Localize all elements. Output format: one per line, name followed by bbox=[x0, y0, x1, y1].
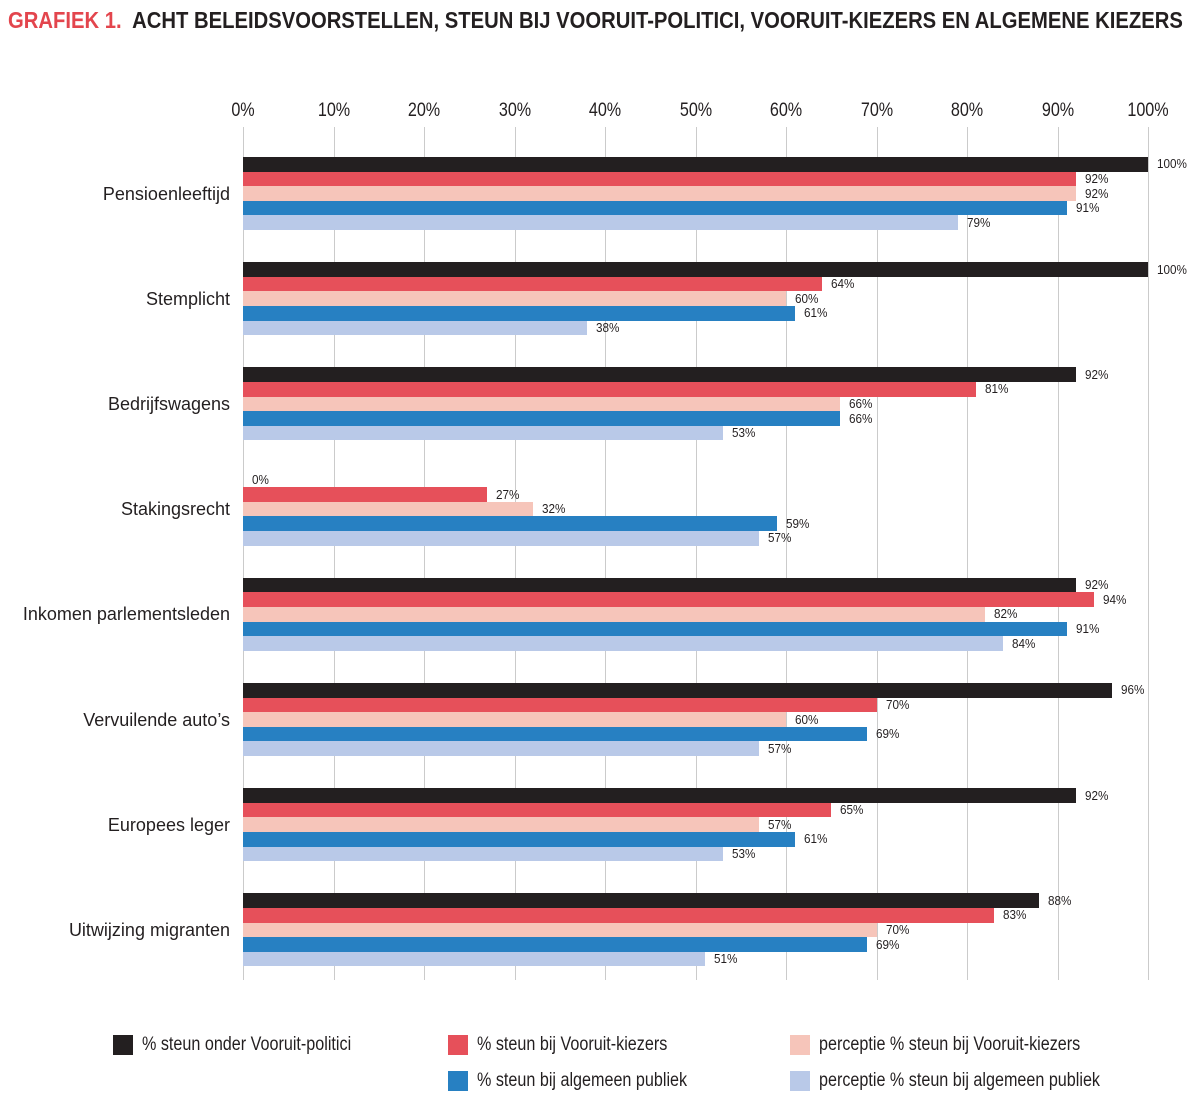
bar-value-label: 92% bbox=[1084, 185, 1109, 201]
bar bbox=[243, 157, 1148, 172]
bar bbox=[243, 952, 705, 967]
axis-tick-label: 90% bbox=[1041, 100, 1074, 121]
bar-value-label: 88% bbox=[1048, 892, 1072, 908]
legend-swatch bbox=[448, 1035, 468, 1055]
bar-value-label: 70% bbox=[885, 696, 909, 712]
bar bbox=[243, 277, 822, 292]
category-label: Stemplicht bbox=[145, 288, 230, 309]
bar bbox=[243, 683, 1112, 698]
bar bbox=[243, 893, 1039, 908]
category-label: Bedrijfswagens bbox=[107, 393, 230, 414]
bar bbox=[243, 516, 777, 531]
bar bbox=[243, 321, 587, 336]
bar bbox=[243, 291, 786, 306]
bar bbox=[243, 908, 994, 923]
category-label: Europees leger bbox=[107, 814, 230, 835]
bar-value-label: 66% bbox=[849, 395, 873, 411]
bar bbox=[243, 923, 877, 938]
bar-value-label: 91% bbox=[1075, 200, 1099, 216]
bar bbox=[243, 712, 786, 727]
legend-item bbox=[113, 1034, 388, 1056]
bar bbox=[243, 397, 840, 412]
legend-swatch bbox=[790, 1071, 810, 1091]
bar-value-label: 100% bbox=[1157, 156, 1187, 172]
bar bbox=[243, 367, 1076, 382]
bar-value-label: 57% bbox=[767, 740, 792, 756]
bar bbox=[243, 847, 723, 862]
axis-tick-label: 40% bbox=[588, 100, 622, 121]
bar-value-label: 91% bbox=[1075, 620, 1099, 636]
legend-label: perceptie % steun bij algemeen publiek bbox=[819, 1070, 1101, 1091]
legend-label: % steun onder Vooruit-politici bbox=[142, 1034, 352, 1055]
bar-value-label: 59% bbox=[785, 515, 810, 531]
bar-value-label: 92% bbox=[1084, 577, 1109, 593]
gridline bbox=[1058, 127, 1059, 980]
bar bbox=[243, 832, 795, 847]
gridline bbox=[786, 127, 787, 980]
legend-swatch bbox=[113, 1035, 133, 1055]
bar bbox=[243, 186, 1076, 201]
bar-value-label: 66% bbox=[849, 410, 873, 426]
bar-value-label: 61% bbox=[804, 831, 828, 847]
bar bbox=[243, 578, 1076, 593]
bar bbox=[243, 215, 958, 230]
legend-swatch bbox=[790, 1035, 810, 1055]
axis-tick-label: 30% bbox=[498, 100, 531, 121]
bar bbox=[243, 937, 867, 952]
bar-value-label: 0% bbox=[252, 471, 269, 487]
axis-tick-label: 20% bbox=[407, 100, 441, 121]
bar-value-label: 57% bbox=[767, 530, 792, 546]
bar-value-label: 84% bbox=[1012, 635, 1036, 651]
legend-label: % steun bij Vooruit-kiezers bbox=[477, 1034, 668, 1055]
bar bbox=[243, 592, 1094, 607]
bar-value-label: 92% bbox=[1084, 170, 1109, 186]
bar-value-label: 79% bbox=[966, 214, 991, 230]
bar bbox=[243, 172, 1076, 187]
bar-value-label: 38% bbox=[595, 319, 620, 335]
legend-item bbox=[790, 1070, 1150, 1092]
axis-tick-label: 60% bbox=[769, 100, 803, 121]
chart-title-prefix: GRAFIEK 1. bbox=[8, 7, 122, 33]
bar bbox=[243, 262, 1148, 277]
bar-value-label: 83% bbox=[1003, 907, 1027, 923]
bar bbox=[243, 411, 840, 426]
category-label: Uitwijzing migranten bbox=[68, 919, 230, 940]
bar-value-label: 100% bbox=[1157, 261, 1187, 277]
legend-item bbox=[790, 1034, 1126, 1056]
bar-value-label: 94% bbox=[1102, 591, 1127, 607]
legend-swatch bbox=[448, 1071, 468, 1091]
bar bbox=[243, 803, 831, 818]
bar-value-label: 82% bbox=[994, 606, 1018, 622]
bar bbox=[243, 502, 533, 517]
bar-value-label: 65% bbox=[840, 802, 864, 818]
category-label: Pensioenleeftijd bbox=[102, 183, 230, 204]
legend-item bbox=[448, 1034, 701, 1056]
gridline bbox=[877, 127, 878, 980]
bar-value-label: 53% bbox=[731, 845, 756, 861]
bar-value-label: 57% bbox=[767, 816, 792, 832]
bar-value-label: 81% bbox=[985, 381, 1009, 397]
bar bbox=[243, 622, 1067, 637]
bar-value-label: 51% bbox=[713, 951, 737, 967]
bar bbox=[243, 727, 867, 742]
bar-value-label: 92% bbox=[1084, 366, 1109, 382]
bar bbox=[243, 741, 759, 756]
bar-value-label: 32% bbox=[541, 501, 566, 517]
bar bbox=[243, 607, 985, 622]
bar-value-label: 96% bbox=[1120, 682, 1145, 698]
bar bbox=[243, 201, 1067, 216]
bar bbox=[243, 817, 759, 832]
axis-tick-label: 70% bbox=[860, 100, 893, 121]
bar bbox=[243, 487, 487, 502]
bar bbox=[243, 306, 795, 321]
bar-value-label: 64% bbox=[831, 276, 855, 292]
bar-value-label: 60% bbox=[795, 290, 819, 306]
bar-value-label: 69% bbox=[876, 726, 900, 742]
axis-tick-label: 10% bbox=[317, 100, 350, 121]
bar bbox=[243, 382, 976, 397]
category-label: Inkomen parlementsleden bbox=[22, 604, 230, 625]
bar bbox=[243, 788, 1076, 803]
axis-tick-label: 0% bbox=[231, 100, 255, 121]
legend-label: perceptie % steun bij Vooruit-kiezers bbox=[819, 1034, 1081, 1055]
axis-tick-label: 80% bbox=[950, 100, 984, 121]
bar bbox=[243, 426, 723, 441]
gridline bbox=[967, 127, 968, 980]
bar-value-label: 61% bbox=[804, 305, 828, 321]
category-label: Stakingsrecht bbox=[120, 499, 230, 520]
bar bbox=[243, 698, 877, 713]
bar-value-label: 60% bbox=[795, 711, 819, 727]
bar-value-label: 69% bbox=[876, 936, 900, 952]
bar-value-label: 70% bbox=[885, 921, 909, 937]
bar bbox=[243, 636, 1003, 651]
chart-title-text: ACHT BELEIDSVOORSTELLEN, STEUN BIJ VOORUIT-POLITICI, VOORUIT-KIEZERS EN ALGEMENE KIEZERS bbox=[132, 7, 1183, 33]
category-label: Vervuilende auto’s bbox=[83, 709, 230, 730]
bar-value-label: 27% bbox=[496, 486, 520, 502]
bar-value-label: 53% bbox=[731, 425, 756, 441]
gridline bbox=[1148, 127, 1149, 980]
legend-item bbox=[448, 1070, 724, 1092]
chart-title bbox=[8, 7, 1183, 34]
legend-label: % steun bij algemeen publiek bbox=[477, 1070, 688, 1091]
bar-value-label: 92% bbox=[1084, 787, 1109, 803]
bar bbox=[243, 531, 759, 546]
axis-tick-label: 100% bbox=[1127, 100, 1169, 121]
axis-tick-label: 50% bbox=[679, 100, 712, 121]
